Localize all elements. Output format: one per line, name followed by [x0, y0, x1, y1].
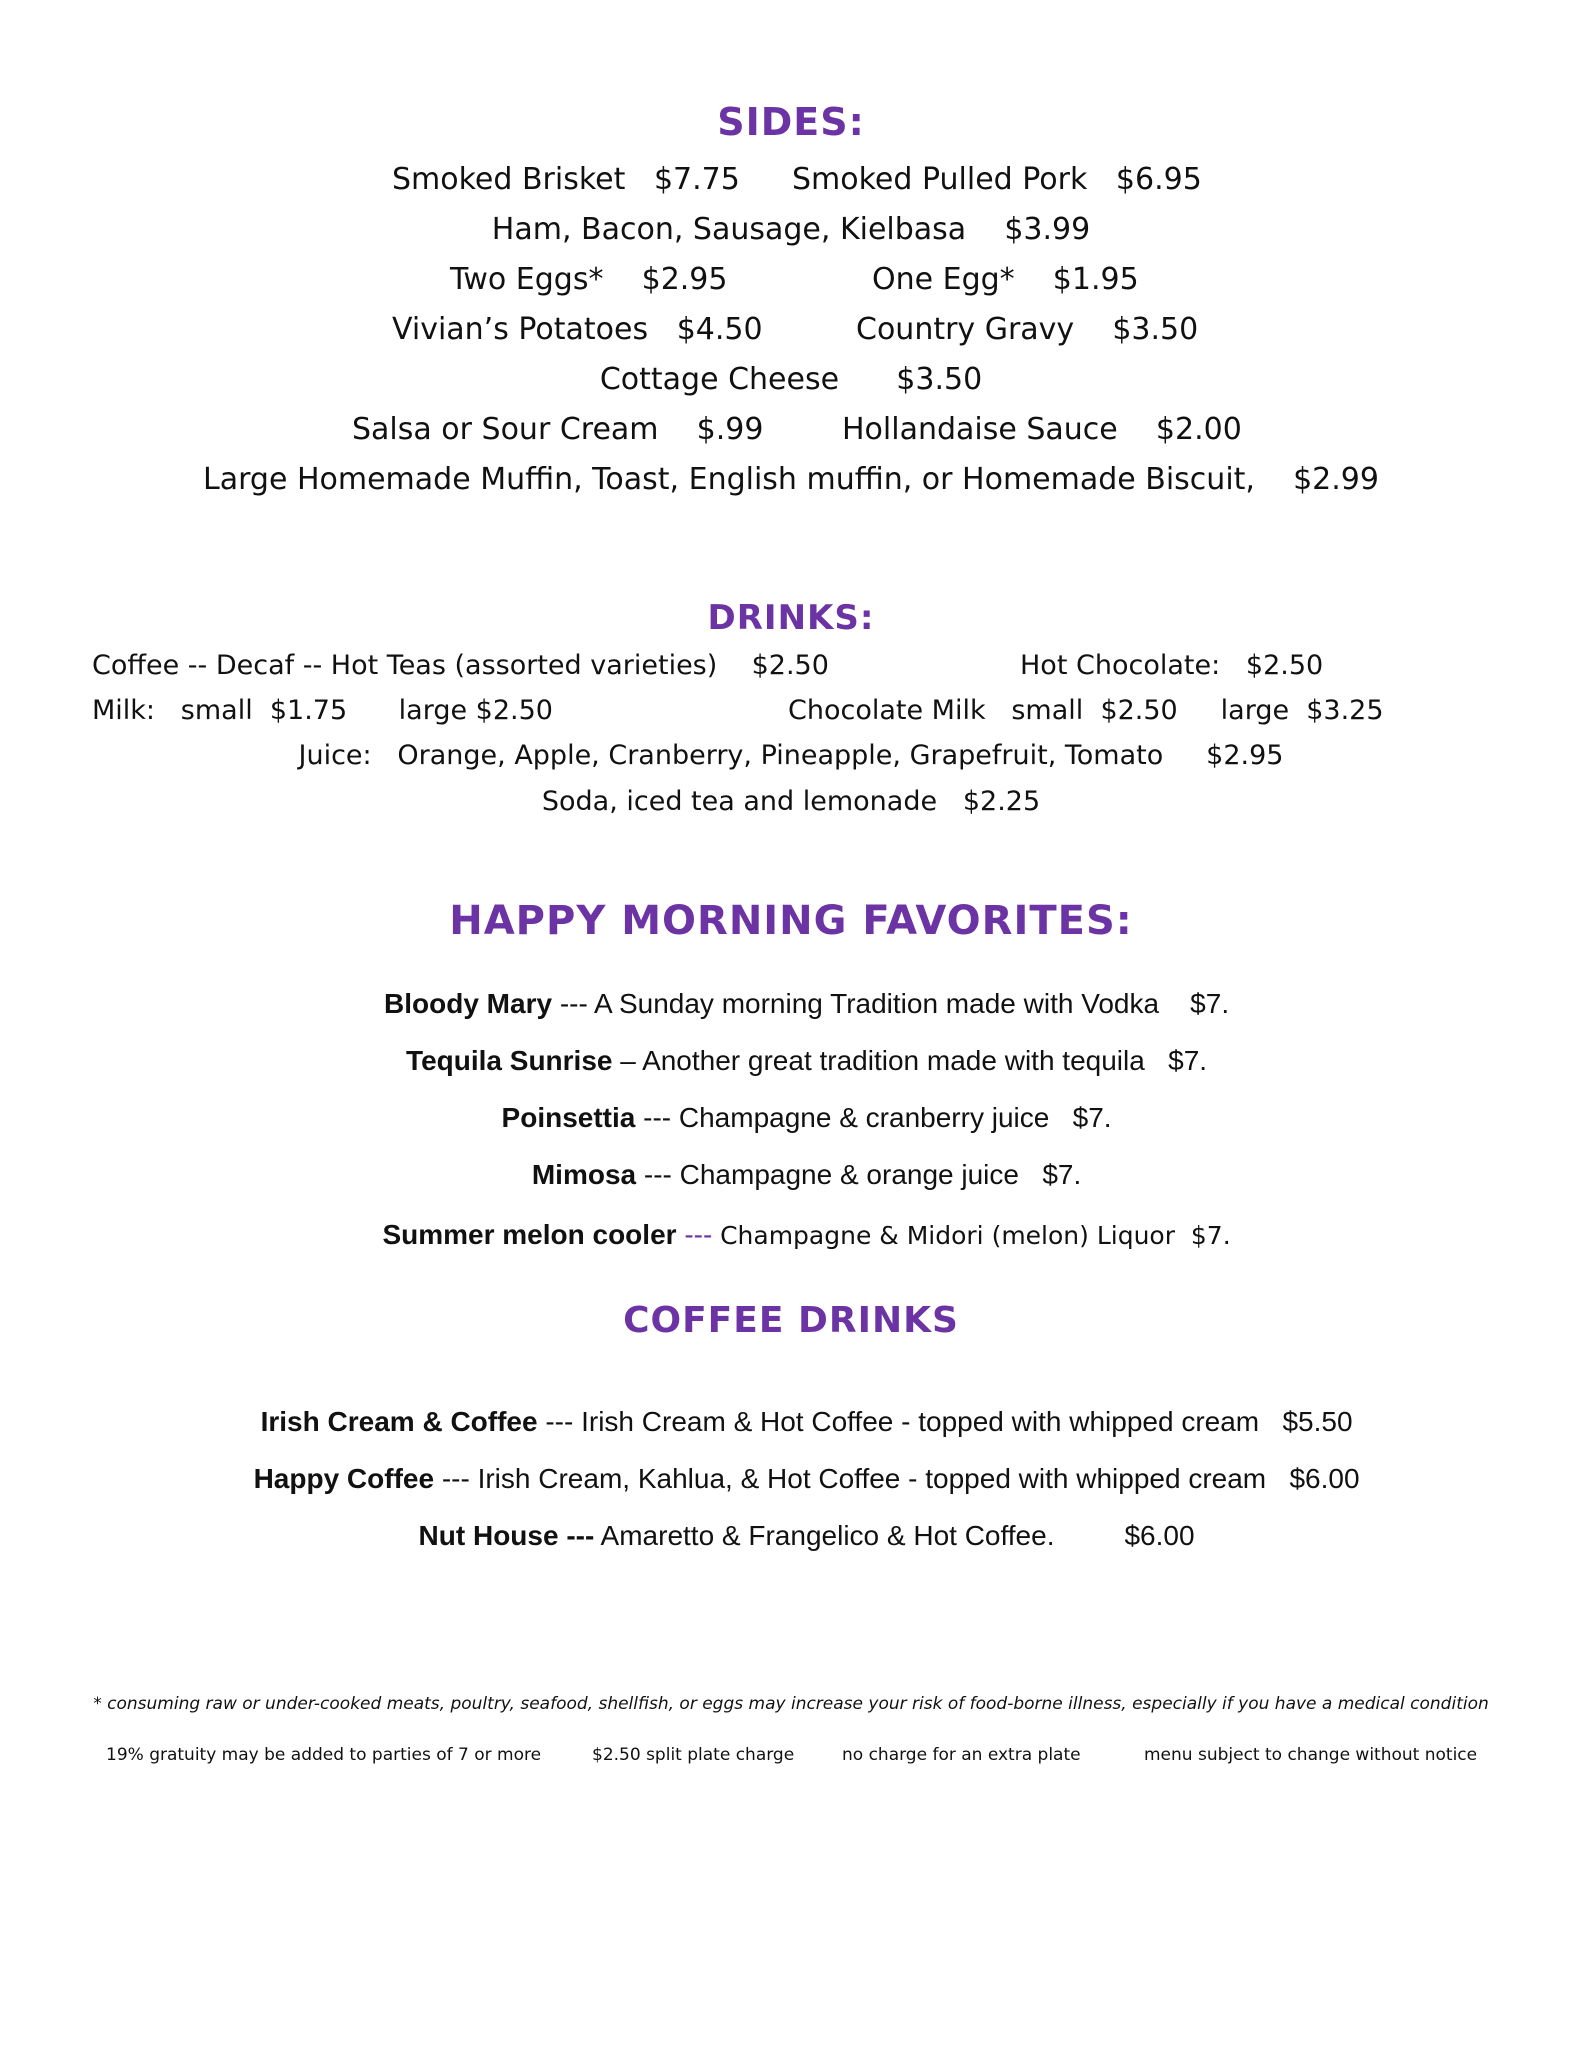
fav-sep: –	[612, 1045, 643, 1076]
drink-coffee-teas: Coffee -- Decaf -- Hot Teas (assorted varieties) $2.50	[92, 650, 829, 681]
coffee-desc: --- Irish Cream, Kahlua, & Hot Coffee - topped with whipped cream $6.00	[434, 1463, 1360, 1494]
fav-desc: Another great tradition made with tequila $7.	[642, 1045, 1208, 1076]
drink-chocolate-milk: Chocolate Milk small $2.50 large $3.25	[788, 695, 1384, 726]
coffee-drinks-heading: COFFEE DRINKS	[623, 1300, 959, 1341]
footer-split-plate: $2.50 split plate charge	[592, 1745, 795, 1765]
fav-desc: A Sunday morning Tradition made with Vodka $7.	[594, 988, 1230, 1019]
fav-summer-melon-cooler	[0, 1187, 1582, 1283]
sides-row-4	[0, 312, 1582, 352]
footer-gratuity: 19% gratuity may be added to parties of 7 or more	[106, 1745, 542, 1765]
fav-desc: Champagne & orange juice $7.	[679, 1159, 1082, 1190]
fav-sep: ---	[635, 1102, 679, 1133]
coffee-name: Irish Cream & Coffee	[260, 1406, 538, 1437]
favorites-heading: HAPPY MORNING FAVORITES:	[449, 898, 1133, 944]
footer-extra-plate: no charge for an extra plate	[842, 1745, 1081, 1765]
footer-menu-change: menu subject to change without notice	[1144, 1745, 1478, 1765]
fav-name: Mimosa	[531, 1159, 637, 1190]
side-salsa-sour-cream: Salsa or Sour Cream $.99	[352, 412, 764, 447]
fav-desc: Champagne & Midori (melon) Liquor $7.	[720, 1221, 1231, 1250]
side-two-eggs: Two Eggs* $2.95	[450, 262, 728, 297]
fav-name: Bloody Mary	[384, 988, 553, 1019]
drink-soda: Soda, iced tea and lemonade $2.25	[541, 786, 1041, 817]
coffee-desc: --- Irish Cream & Hot Coffee - topped with whipped cream $5.50	[537, 1406, 1353, 1437]
side-hollandaise: Hollandaise Sauce $2.00	[842, 412, 1242, 447]
side-meats: Ham, Bacon, Sausage, Kielbasa $3.99	[491, 212, 1091, 247]
side-breads: Large Homemade Muffin, Toast, English muffin, or Homemade Biscuit, $2.99	[203, 462, 1379, 497]
coffee-name: Nut House ---	[418, 1520, 595, 1551]
footer-policies	[0, 1745, 1582, 1769]
fav-name: Tequila Sunrise	[406, 1045, 613, 1076]
coffee-desc: Amaretto & Frangelico & Hot Coffee. $6.00	[594, 1520, 1195, 1551]
coffee-nut-house	[0, 1488, 1582, 1584]
sides-heading: SIDES:	[717, 100, 865, 144]
sides-row-3	[0, 262, 1582, 302]
coffee-name: Happy Coffee	[253, 1463, 435, 1494]
side-cottage-cheese: Cottage Cheese $3.50	[599, 362, 983, 397]
fav-sep: ---	[552, 988, 595, 1019]
raw-food-warning: * consuming raw or under-cooked meats, poultry, seafood, shellfish, or eggs may increase your risk of food-borne illness, especially if you have a medical condition	[93, 1694, 1489, 1714]
drink-milk: Milk: small $1.75 large $2.50	[92, 695, 553, 726]
drinks-row-2	[0, 695, 1582, 735]
fav-sep: ---	[636, 1159, 680, 1190]
drinks-row-1	[0, 650, 1582, 690]
side-smoked-pulled-pork: Smoked Pulled Pork $6.95	[792, 162, 1202, 197]
fav-sep: ---	[676, 1219, 721, 1250]
drinks-heading: DRINKS:	[707, 598, 875, 638]
fav-desc: Champagne & cranberry juice $7.	[678, 1102, 1112, 1133]
fav-name: Summer melon cooler	[382, 1219, 677, 1250]
sides-row-1	[0, 162, 1582, 202]
fav-name: Poinsettia	[501, 1102, 636, 1133]
drink-juice: Juice: Orange, Apple, Cranberry, Pineapple, Grapefruit, Tomato $2.95	[298, 740, 1284, 771]
drink-hot-chocolate: Hot Chocolate: $2.50	[1020, 650, 1324, 681]
side-smoked-brisket: Smoked Brisket $7.75	[392, 162, 740, 197]
side-one-egg: One Egg* $1.95	[872, 262, 1139, 297]
side-vivians-potatoes: Vivian’s Potatoes $4.50	[392, 312, 763, 347]
sides-row-6	[0, 412, 1582, 452]
side-country-gravy: Country Gravy $3.50	[856, 312, 1199, 347]
